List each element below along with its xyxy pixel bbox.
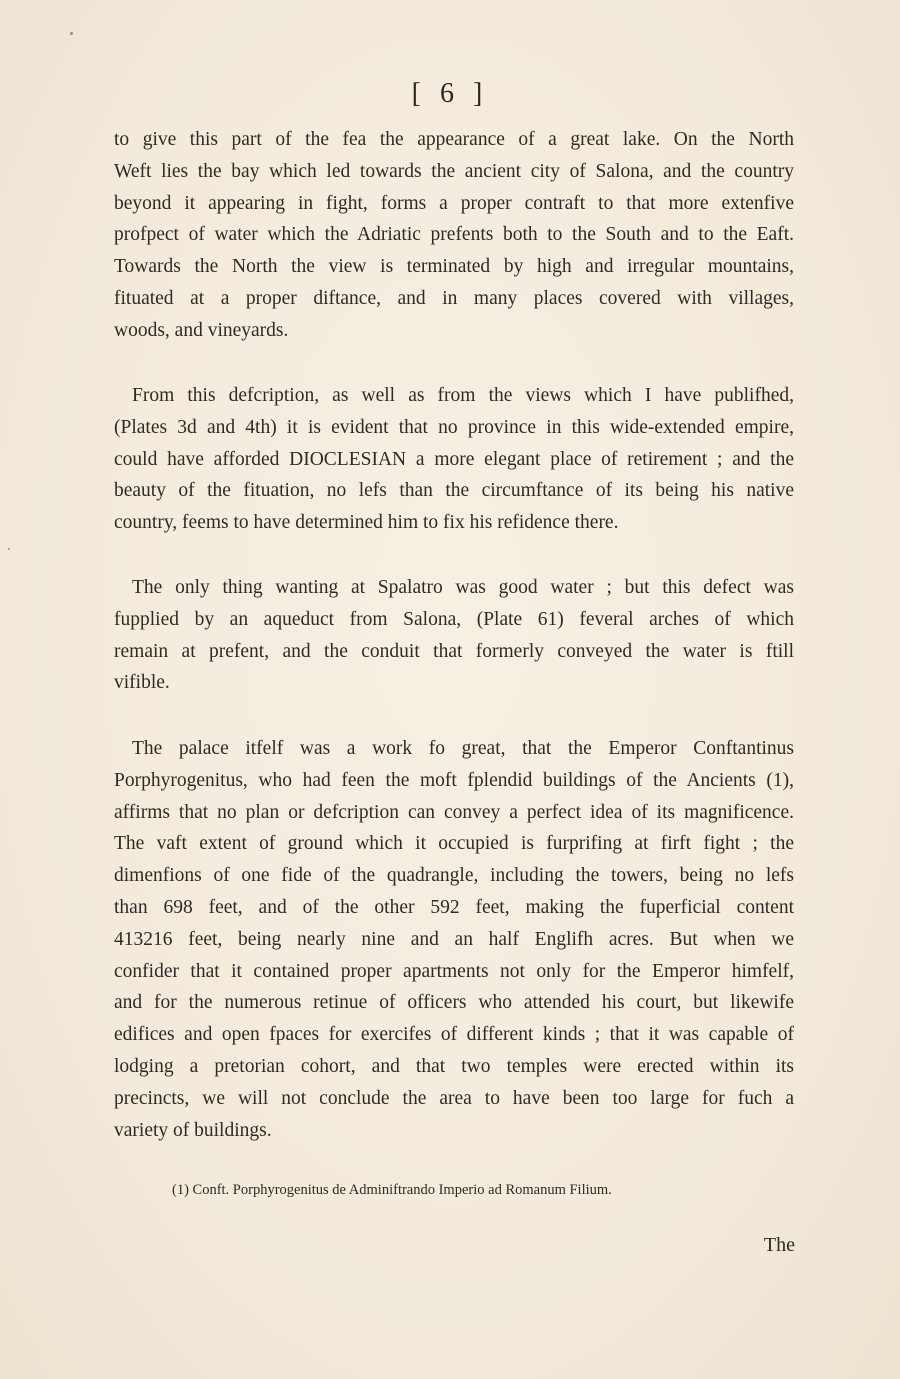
text-line: beyond it appearing in fight, forms a proper contraft to that more extenfive bbox=[114, 192, 794, 214]
text-line: could have afforded DIOCLESIAN a more elegant place of retirement ; and the bbox=[114, 448, 794, 470]
text-line: country, feems to have determined him to fix his refidence there. bbox=[114, 512, 619, 534]
text-line: The palace itfelf was a work fo great, that the Emperor Conftantinus bbox=[132, 738, 794, 759]
text-line: profpect of water which the Adriatic prefents both to the South and to the Eaft. bbox=[114, 224, 794, 246]
text-line: edifices and open fpaces for exercifes of different kinds ; that it was capable of bbox=[114, 1024, 794, 1046]
text-line: confider that it contained proper apartments not only for the Emperor himfelf, bbox=[114, 960, 794, 982]
catchword: The bbox=[763, 1234, 795, 1256]
page-number: [ 6 ] bbox=[411, 78, 489, 109]
text-line: fupplied by an aqueduct from Salona, (Plate 61) feveral arches of which bbox=[114, 608, 794, 630]
text-line: From this defcription, as well as from the views which I have publifhed, bbox=[132, 385, 794, 406]
text-line: precincts, we will not conclude the area to have been too large for fuch a bbox=[114, 1087, 794, 1109]
paragraph-4 bbox=[114, 733, 794, 1146]
text-line: dimenfions of one fide of the quadrangle, including the towers, being no lefs bbox=[114, 865, 794, 887]
text-line: vifible. bbox=[114, 672, 170, 694]
text-line: variety of buildings. bbox=[114, 1119, 272, 1141]
text-line: Weft lies the bay which led towards the ancient city of Salona, and the country bbox=[114, 160, 794, 182]
text-line: 413216 feet, being nearly nine and an half Englifh acres. But when we bbox=[114, 928, 794, 950]
text-line: (Plates 3d and 4th) it is evident that no province in this wide-extended empire, bbox=[114, 416, 794, 438]
text-line: affirms that no plan or defcription can convey a perfect idea of its magnificence. bbox=[114, 801, 794, 823]
text-line: Porphyrogenitus, who had feen the moft fplendid buildings of the Ancients (1), bbox=[114, 769, 794, 791]
text-line: The only thing wanting at Spalatro was good water ; but this defect was bbox=[132, 577, 794, 598]
paper-speck bbox=[8, 548, 10, 550]
paper-speck bbox=[70, 32, 73, 35]
text-line: to give this part of the fea the appearance of a great lake. On the North bbox=[114, 129, 794, 150]
text-line: lodging a pretorian cohort, and that two temples were erected within its bbox=[114, 1055, 794, 1077]
text-line: and for the numerous retinue of officers who attended his court, but likewife bbox=[114, 992, 794, 1014]
paragraph-3 bbox=[114, 572, 794, 699]
text-line: remain at prefent, and the conduit that formerly conveyed the water is ftill bbox=[114, 640, 794, 662]
paragraph-1 bbox=[114, 124, 794, 347]
text-line: fituated at a proper diftance, and in many places covered with villages, bbox=[114, 287, 794, 309]
text-line: woods, and vineyards. bbox=[114, 319, 289, 341]
text-line: than 698 feet, and of the other 592 feet, making the fuperficial content bbox=[114, 896, 794, 918]
text-line: Towards the North the view is terminated by high and irregular mountains, bbox=[114, 256, 794, 278]
text-line: The vaft extent of ground which it occupied is furprifing at firft fight ; the bbox=[114, 833, 794, 855]
paragraph-2 bbox=[114, 380, 794, 539]
footnote: (1) Conft. Porphyrogenitus de Adminiftrando Imperio ad Romanum Filium. bbox=[172, 1182, 612, 1198]
text-line: beauty of the fituation, no lefs than the circumftance of its being his native bbox=[114, 480, 794, 502]
